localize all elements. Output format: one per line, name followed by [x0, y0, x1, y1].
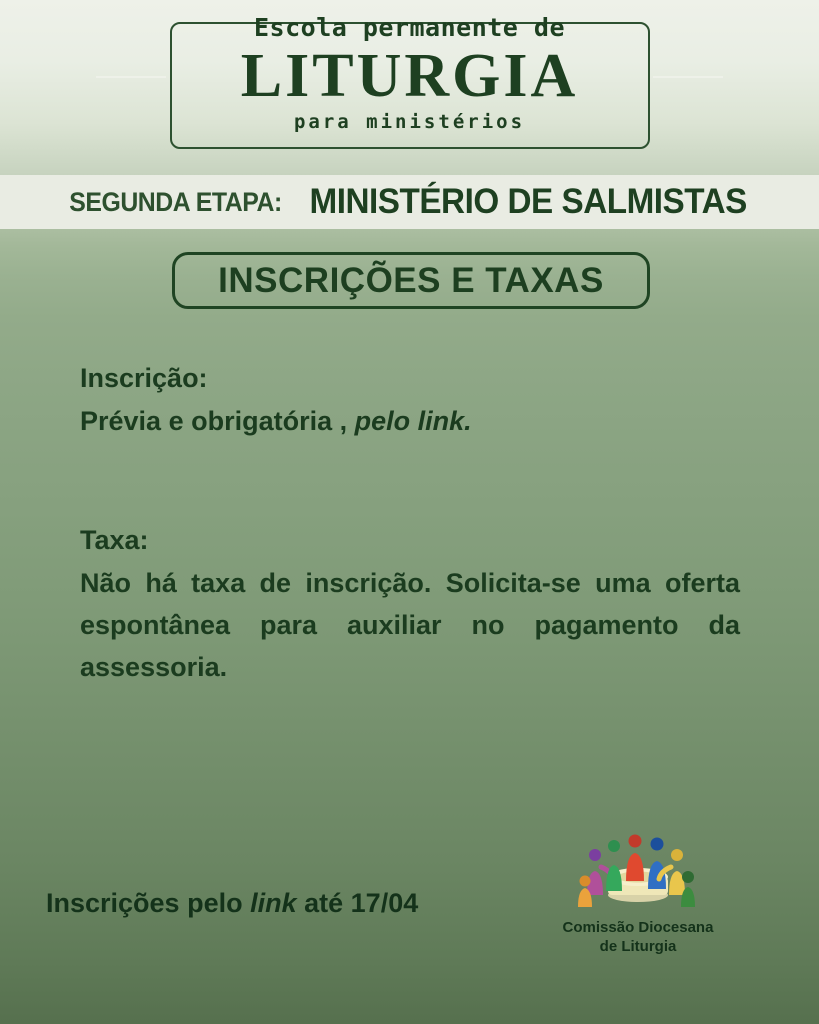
credit-line-1: Comissão Diocesana	[562, 919, 714, 936]
registration-label: Inscrição:	[80, 363, 208, 393]
deadline-note-before: Inscrições pelo	[46, 888, 243, 918]
fee-text: Não há taxa de inscrição. Solicita-se uma oferta espontânea para auxiliar no pagamento da assessoria.	[80, 567, 740, 683]
logo-main-line: LITURGIA	[0, 44, 819, 109]
body-content	[80, 358, 740, 730]
people-around-bowl-emblem-icon	[573, 833, 703, 915]
fee-label: Taxa:	[80, 524, 149, 555]
logo-block	[0, 14, 819, 133]
body-spacer	[80, 442, 740, 520]
section-title-label: INSCRIÇÕES E TAXAS	[218, 260, 604, 300]
stage-band	[0, 175, 819, 229]
registration-text-link: pelo link.	[354, 405, 472, 436]
credit-label	[520, 919, 756, 957]
deadline-note	[46, 888, 418, 919]
registration-text	[80, 400, 740, 442]
logo-sub-line: para ministérios	[293, 110, 526, 133]
deadline-note-after: até 17/04	[304, 888, 419, 918]
stage-prefix: SEGUNDA ETAPA:	[69, 186, 283, 217]
credit-block	[520, 833, 756, 957]
deadline-note-link: link	[250, 888, 297, 918]
credit-line-2: de Liturgia	[599, 937, 677, 955]
registration-text-plain: Prévia e obrigatória ,	[80, 405, 348, 436]
logo-top-line: Escola permanente de	[253, 13, 566, 42]
section-title	[172, 252, 650, 309]
stage-title: MINISTÉRIO DE SALMISTAS	[309, 182, 748, 221]
